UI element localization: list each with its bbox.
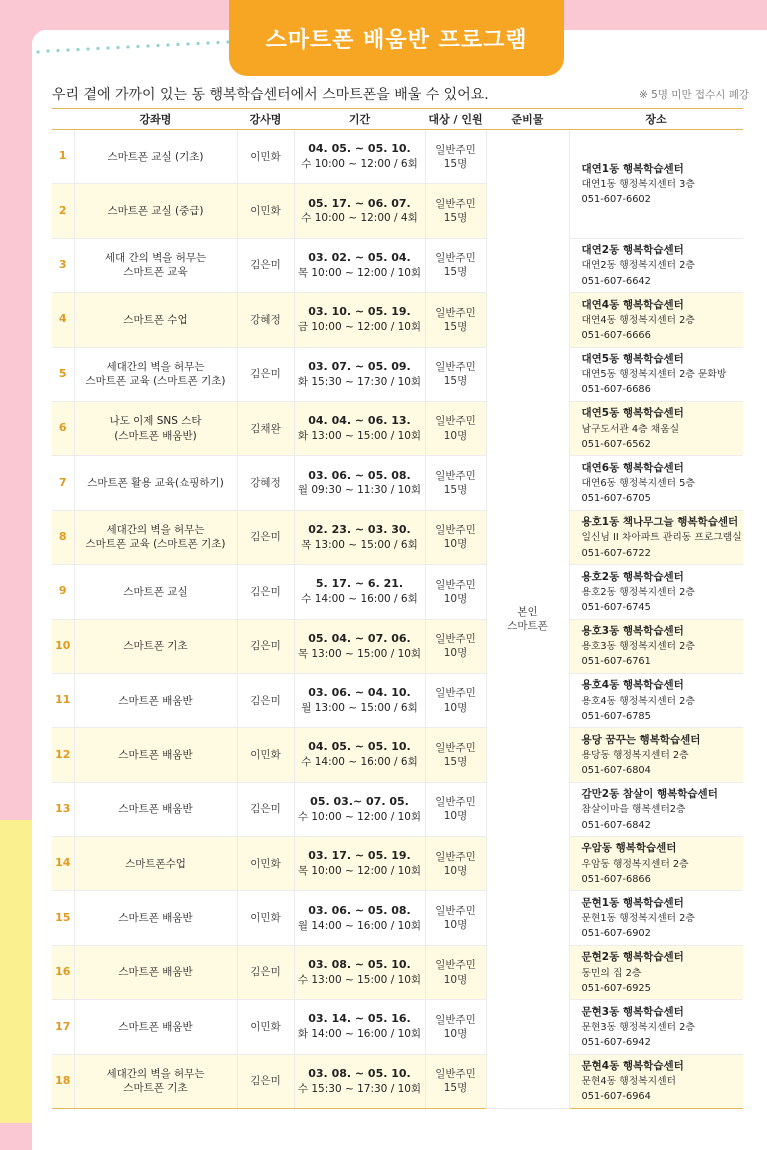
course-name-line2: 스마트폰 교육 [123,266,188,279]
period-schedule: 수 10:00 ~ 12:00 / 4회 [301,212,418,225]
header-period: 기간 [294,109,425,130]
course-name-line1: 스마트폰 교실 (기초) [107,150,204,163]
period [294,837,425,891]
table-row [52,782,743,836]
period-schedule: 금 10:00 ~ 12:00 / 10회 [297,321,422,334]
instructor: 이민화 [237,130,294,184]
instructor: 김은미 [237,347,294,401]
target [425,184,486,238]
course-name-line1: 세대 간의 벽을 허무는 [104,252,207,265]
place-phone: 051-607-6964 [581,1091,651,1103]
instructor: 이민화 [237,184,294,238]
preparation [486,130,569,1109]
period-dates: 03. 08. ~ 05. 10. [308,958,411,972]
target-group: 일반주민 [435,633,476,646]
preparation-line2: 스마트폰 [507,620,548,633]
course-name [74,184,237,238]
place-phone: 051-607-6602 [581,194,651,206]
period-schedule: 수 10:00 ~ 12:00 / 10회 [297,810,422,823]
place-phone: 051-607-6925 [581,982,651,994]
closure-note: ※ 5명 미만 접수시 폐강 [639,89,749,101]
header-course: 강좌명 [74,109,237,130]
period [294,347,425,401]
place-address: 문현3동 행정복지센터 2층 [581,1021,695,1033]
target-capacity: 10명 [443,919,468,932]
target-group: 일반주민 [435,306,476,319]
target-capacity: 15명 [443,484,468,497]
target-capacity: 10명 [443,647,468,660]
period [294,673,425,727]
instructor: 강혜정 [237,293,294,347]
course-name [74,728,237,782]
place [569,837,743,891]
place-address: 남구도서관 4층 채움실 [581,423,680,435]
target-capacity: 10명 [443,592,468,605]
target-capacity: 15명 [443,320,468,333]
target [425,1054,486,1108]
place-phone: 051-607-6804 [581,765,651,777]
table-row [52,891,743,945]
instructor: 김은미 [237,673,294,727]
course-name [74,347,237,401]
course-name-line2: 스마트폰 교육 (스마트폰 기초) [85,538,226,551]
place-name: 용호2동 행복학습센터 [581,570,684,583]
period-schedule: 목 13:00 ~ 15:00 / 6회 [301,538,418,551]
target-group: 일반주민 [435,252,476,265]
place-address: 대연5동 행정복지센터 2층 문화방 [581,369,727,381]
period [294,782,425,836]
period-schedule: 월 13:00 ~ 15:00 / 6회 [301,701,418,714]
course-name [74,565,237,619]
course-name [74,130,237,184]
row-number: 7 [52,456,74,510]
place-address: 대연2동 행정복지센터 2층 [581,260,695,272]
period [294,401,425,455]
period [294,1054,425,1108]
row-number: 15 [52,891,74,945]
period-dates: 05. 04. ~ 07. 06. [308,631,411,645]
table-row [52,728,743,782]
place [569,1000,743,1054]
instructor: 강혜정 [237,456,294,510]
target [425,401,486,455]
period-schedule: 수 15:30 ~ 17:30 / 10회 [297,1082,422,1095]
page-subtitle: 우리 곁에 가까이 있는 동 행복학습센터에서 스마트폰을 배울 수 있어요. [52,87,489,103]
place-address: 일신님 II 차아파트 관리동 프로그램실 [581,532,742,544]
course-name-line1: 스마트폰 기초 [123,640,188,653]
period-dates: 02. 23. ~ 03. 30. [308,522,411,536]
place-phone: 051-607-6866 [581,873,651,885]
instructor: 김은미 [237,238,294,292]
place [569,238,743,292]
target-group: 일반주민 [435,1068,476,1081]
course-name-line1: 스마트폰 활용 교육(쇼핑하기) [87,476,224,489]
table-row [52,945,743,999]
target-capacity: 10명 [443,810,468,823]
target-capacity: 15명 [443,157,468,170]
target-capacity: 15명 [443,755,468,768]
period [294,565,425,619]
period-schedule: 월 09:30 ~ 11:30 / 10회 [297,484,422,497]
place-name: 문현2동 행복학습센터 [581,951,684,964]
period [294,456,425,510]
place-name: 문현1동 행복학습센터 [581,896,684,909]
period-dates: 05. 03.~ 07. 05. [310,794,409,808]
course-name [74,456,237,510]
instructor: 김은미 [237,565,294,619]
place-phone: 051-607-6666 [581,330,651,341]
place-phone: 051-607-6745 [581,601,651,613]
place [569,782,743,836]
course-name-line1: 스마트폰수업 [125,857,186,870]
course-name [74,293,237,347]
place-address: 우암동 행정복지센터 2층 [581,858,689,870]
target-capacity: 10명 [443,864,468,877]
place-name: 대연5동 행복학습센터 [581,352,684,365]
target-group: 일반주민 [435,578,476,591]
place-address: 용호4동 행정복지센터 2층 [581,695,695,707]
course-name-line2: 스마트폰 교육 (스마트폰 기초) [85,375,226,388]
row-number: 18 [52,1054,74,1108]
place-name: 용호4동 행복학습센터 [581,679,684,692]
period-dates: 03. 06. ~ 05. 08. [308,903,411,917]
table-row [52,837,743,891]
place [569,130,743,239]
target-capacity: 15명 [443,1082,468,1095]
place-address: 용호3동 행정복지센터 2층 [581,641,695,653]
period-dates: 03. 17. ~ 05. 19. [308,849,411,863]
period-schedule: 화 14:00 ~ 16:00 / 10회 [297,1028,422,1041]
instructor: 이민화 [237,837,294,891]
table-row [52,565,743,619]
place [569,673,743,727]
target-group: 일반주민 [435,415,476,428]
place-address: 대연1동 행정복지센터 3층 [581,178,695,190]
period-dates: 04. 05. ~ 05. 10. [308,142,411,156]
table-row [52,510,743,564]
row-number: 12 [52,728,74,782]
instructor: 이민화 [237,891,294,945]
period-dates: 5. 17. ~ 6. 21. [315,577,404,591]
period-dates: 03. 07. ~ 05. 09. [308,359,411,373]
course-name-line1: 스마트폰 배움반 [118,748,193,761]
period-schedule: 수 14:00 ~ 16:00 / 6회 [301,756,418,769]
target [425,293,486,347]
target-group: 일반주민 [435,796,476,809]
period-schedule: 화 13:00 ~ 15:00 / 10회 [297,429,422,442]
target-capacity: 10명 [443,701,468,714]
instructor: 김은미 [237,510,294,564]
target-group: 일반주민 [435,1013,476,1026]
period [294,238,425,292]
course-name [74,401,237,455]
place-name: 문현4동 행복학습센터 [581,1060,684,1073]
preparation-line1: 본인 [517,605,538,618]
target [425,891,486,945]
row-number: 11 [52,673,74,727]
header-num [52,109,74,130]
instructor: 김은미 [237,619,294,673]
period [294,891,425,945]
target-group: 일반주민 [435,143,476,156]
period-dates: 03. 06. ~ 05. 08. [308,468,411,482]
decorative-dots [34,38,234,54]
place-name: 대연1동 행복학습센터 [581,162,684,175]
period [294,945,425,999]
period-dates: 03. 02. ~ 05. 04. [308,250,411,264]
period-dates: 03. 10. ~ 05. 19. [308,305,411,319]
period-dates: 04. 05. ~ 05. 10. [308,740,411,754]
period-schedule: 목 10:00 ~ 12:00 / 10회 [297,266,422,279]
period-dates: 03. 08. ~ 05. 10. [308,1066,411,1080]
course-name-line1: 스마트폰 배움반 [118,966,193,979]
place [569,1054,743,1108]
instructor: 이민화 [237,728,294,782]
row-number: 16 [52,945,74,999]
row-number: 4 [52,293,74,347]
course-name [74,1000,237,1054]
place-name: 문현3동 행복학습센터 [581,1005,684,1018]
row-number: 3 [52,238,74,292]
place-name: 용호3동 행복학습센터 [581,624,684,637]
target [425,1000,486,1054]
period-dates: 04. 04. ~ 06. 13. [308,414,411,428]
place [569,891,743,945]
place [569,401,743,455]
course-name-line1: 스마트폰 교실 [123,585,188,598]
instructor: 김은미 [237,782,294,836]
table-row [52,619,743,673]
place [569,456,743,510]
target-capacity: 15명 [443,266,468,279]
place [569,728,743,782]
place [569,293,743,347]
row-number: 6 [52,401,74,455]
target-group: 일반주민 [435,361,476,374]
place-address: 동민의 집 2층 [581,967,642,979]
target [425,238,486,292]
header-place: 장소 [569,109,743,130]
course-name [74,837,237,891]
course-name-line1: 스마트폰 배움반 [118,1020,193,1033]
target-group: 일반주민 [435,741,476,754]
place [569,619,743,673]
table-row [52,238,743,292]
target-capacity: 15명 [443,212,468,225]
target-group: 일반주민 [435,904,476,917]
target-group: 일반주민 [435,850,476,863]
course-name-line2: 스마트폰 기초 [123,1082,188,1095]
place-phone: 051-607-6686 [581,384,651,396]
target [425,565,486,619]
course-name-line1: 세대간의 벽을 허무는 [106,524,205,537]
course-name [74,510,237,564]
place-phone: 051-607-6761 [581,656,651,668]
target-capacity: 10명 [443,1027,468,1040]
header-prep: 준비물 [486,109,569,130]
row-number: 8 [52,510,74,564]
period-schedule: 목 10:00 ~ 12:00 / 10회 [297,865,422,878]
period [294,293,425,347]
place-phone: 051-607-6785 [581,710,651,722]
table-row [52,1054,743,1108]
period-schedule: 수 10:00 ~ 12:00 / 6회 [301,158,418,171]
target [425,673,486,727]
place-address: 용당동 행정복지센터 2층 [581,749,689,761]
course-name-line1: 스마트폰 배움반 [118,803,193,816]
page-title [229,0,564,76]
instructor: 이민화 [237,1000,294,1054]
period-schedule: 화 15:30 ~ 17:30 / 10회 [297,375,422,388]
place-name: 대연4동 행복학습센터 [581,298,684,311]
course-name [74,1054,237,1108]
table-row [52,456,743,510]
target-capacity: 15명 [443,375,468,388]
place-name: 대연6동 행복학습센터 [581,461,684,474]
target [425,456,486,510]
target-capacity: 10명 [443,429,468,442]
place-address: 참살이마을 행복센터2층 [581,804,686,816]
target-group: 일반주민 [435,524,476,537]
table-row [52,673,743,727]
program-table [52,108,743,1109]
period [294,619,425,673]
row-number: 17 [52,1000,74,1054]
place-name: 감만2동 참살이 행복학습센터 [581,788,718,801]
course-name-line1: 나도 이제 SNS 스타 [109,415,202,428]
target [425,728,486,782]
place-name: 대연5동 행복학습센터 [581,407,684,420]
place-phone: 051-607-6642 [581,275,651,287]
target [425,510,486,564]
course-name-line1: 세대간의 벽을 허무는 [106,361,205,374]
course-name-line1: 스마트폰 교실 (중급) [107,205,204,217]
course-name-line1: 스마트폰 배움반 [118,912,193,925]
header-instructor: 강사명 [237,109,294,130]
period [294,184,425,238]
place-address: 문현1동 행정복지센터 2층 [581,913,695,925]
table-row [52,401,743,455]
target-group: 일반주민 [435,687,476,700]
target [425,130,486,184]
target-group: 일반주민 [435,959,476,972]
place-name: 용당 꿈꾸는 행복학습센터 [581,733,701,746]
target-group: 일반주민 [435,469,476,482]
row-number: 2 [52,184,74,238]
target [425,837,486,891]
period-dates: 05. 17. ~ 06. 07. [308,196,411,210]
row-number: 14 [52,837,74,891]
place-phone: 051-607-6722 [581,547,651,559]
target-group: 일반주민 [435,197,476,210]
row-number: 10 [52,619,74,673]
period-schedule: 월 14:00 ~ 16:00 / 10회 [297,919,422,932]
page-title-text: 스마트폰 배움반 프로그램 [265,27,528,53]
header-target: 대상 / 인원 [425,109,486,130]
course-name-line1: 스마트폰 배움반 [118,694,193,707]
yellow-background-block [0,820,34,1123]
course-name [74,782,237,836]
target-capacity: 10명 [443,973,468,986]
row-number: 1 [52,130,74,184]
place-name: 대연2동 행복학습센터 [581,244,684,257]
place-name: 우암동 행복학습센터 [581,842,677,855]
course-name [74,619,237,673]
place-address: 문현4동 행정복지센터 [581,1076,677,1088]
place [569,510,743,564]
period [294,728,425,782]
row-number: 13 [52,782,74,836]
period [294,1000,425,1054]
instructor: 김은미 [237,945,294,999]
course-name [74,673,237,727]
place-address: 용호2동 행정복지센터 2층 [581,586,695,598]
course-name [74,945,237,999]
place [569,945,743,999]
instructor: 김은미 [237,1054,294,1108]
course-name-line1: 세대간의 벽을 허무는 [106,1068,205,1081]
table-row [52,1000,743,1054]
place-phone: 051-607-6902 [581,928,651,940]
course-name-line2: (스마트폰 배움반) [114,429,197,442]
period-schedule: 수 13:00 ~ 15:00 / 10회 [297,973,422,986]
course-name [74,891,237,945]
place-phone: 051-607-6942 [581,1037,651,1049]
place-name: 용호1동 책나무그늘 행복학습센터 [581,516,739,529]
table-row [52,130,743,184]
course-name [74,238,237,292]
place-phone: 051-607-6562 [581,438,651,450]
place-phone: 051-607-6705 [581,493,651,505]
place-address: 대연4동 행정복지센터 2층 [581,314,695,326]
period-schedule: 목 13:00 ~ 15:00 / 10회 [297,647,422,660]
period [294,130,425,184]
table-row [52,293,743,347]
target [425,347,486,401]
target [425,619,486,673]
row-number: 5 [52,347,74,401]
place-address: 대연6동 행정복지센터 5층 [581,478,695,489]
period-schedule: 수 14:00 ~ 16:00 / 6회 [301,593,418,606]
table-header-row [52,109,743,130]
course-name-line1: 스마트폰 수업 [123,313,188,326]
row-number: 9 [52,565,74,619]
target [425,945,486,999]
place [569,565,743,619]
period-dates: 03. 14. ~ 05. 16. [308,1012,411,1026]
instructor: 김채완 [237,401,294,455]
place [569,347,743,401]
place-phone: 051-607-6842 [581,819,651,831]
target [425,782,486,836]
table-row [52,347,743,401]
period-dates: 03. 06. ~ 04. 10. [308,686,411,700]
target-capacity: 10명 [443,538,468,551]
period [294,510,425,564]
